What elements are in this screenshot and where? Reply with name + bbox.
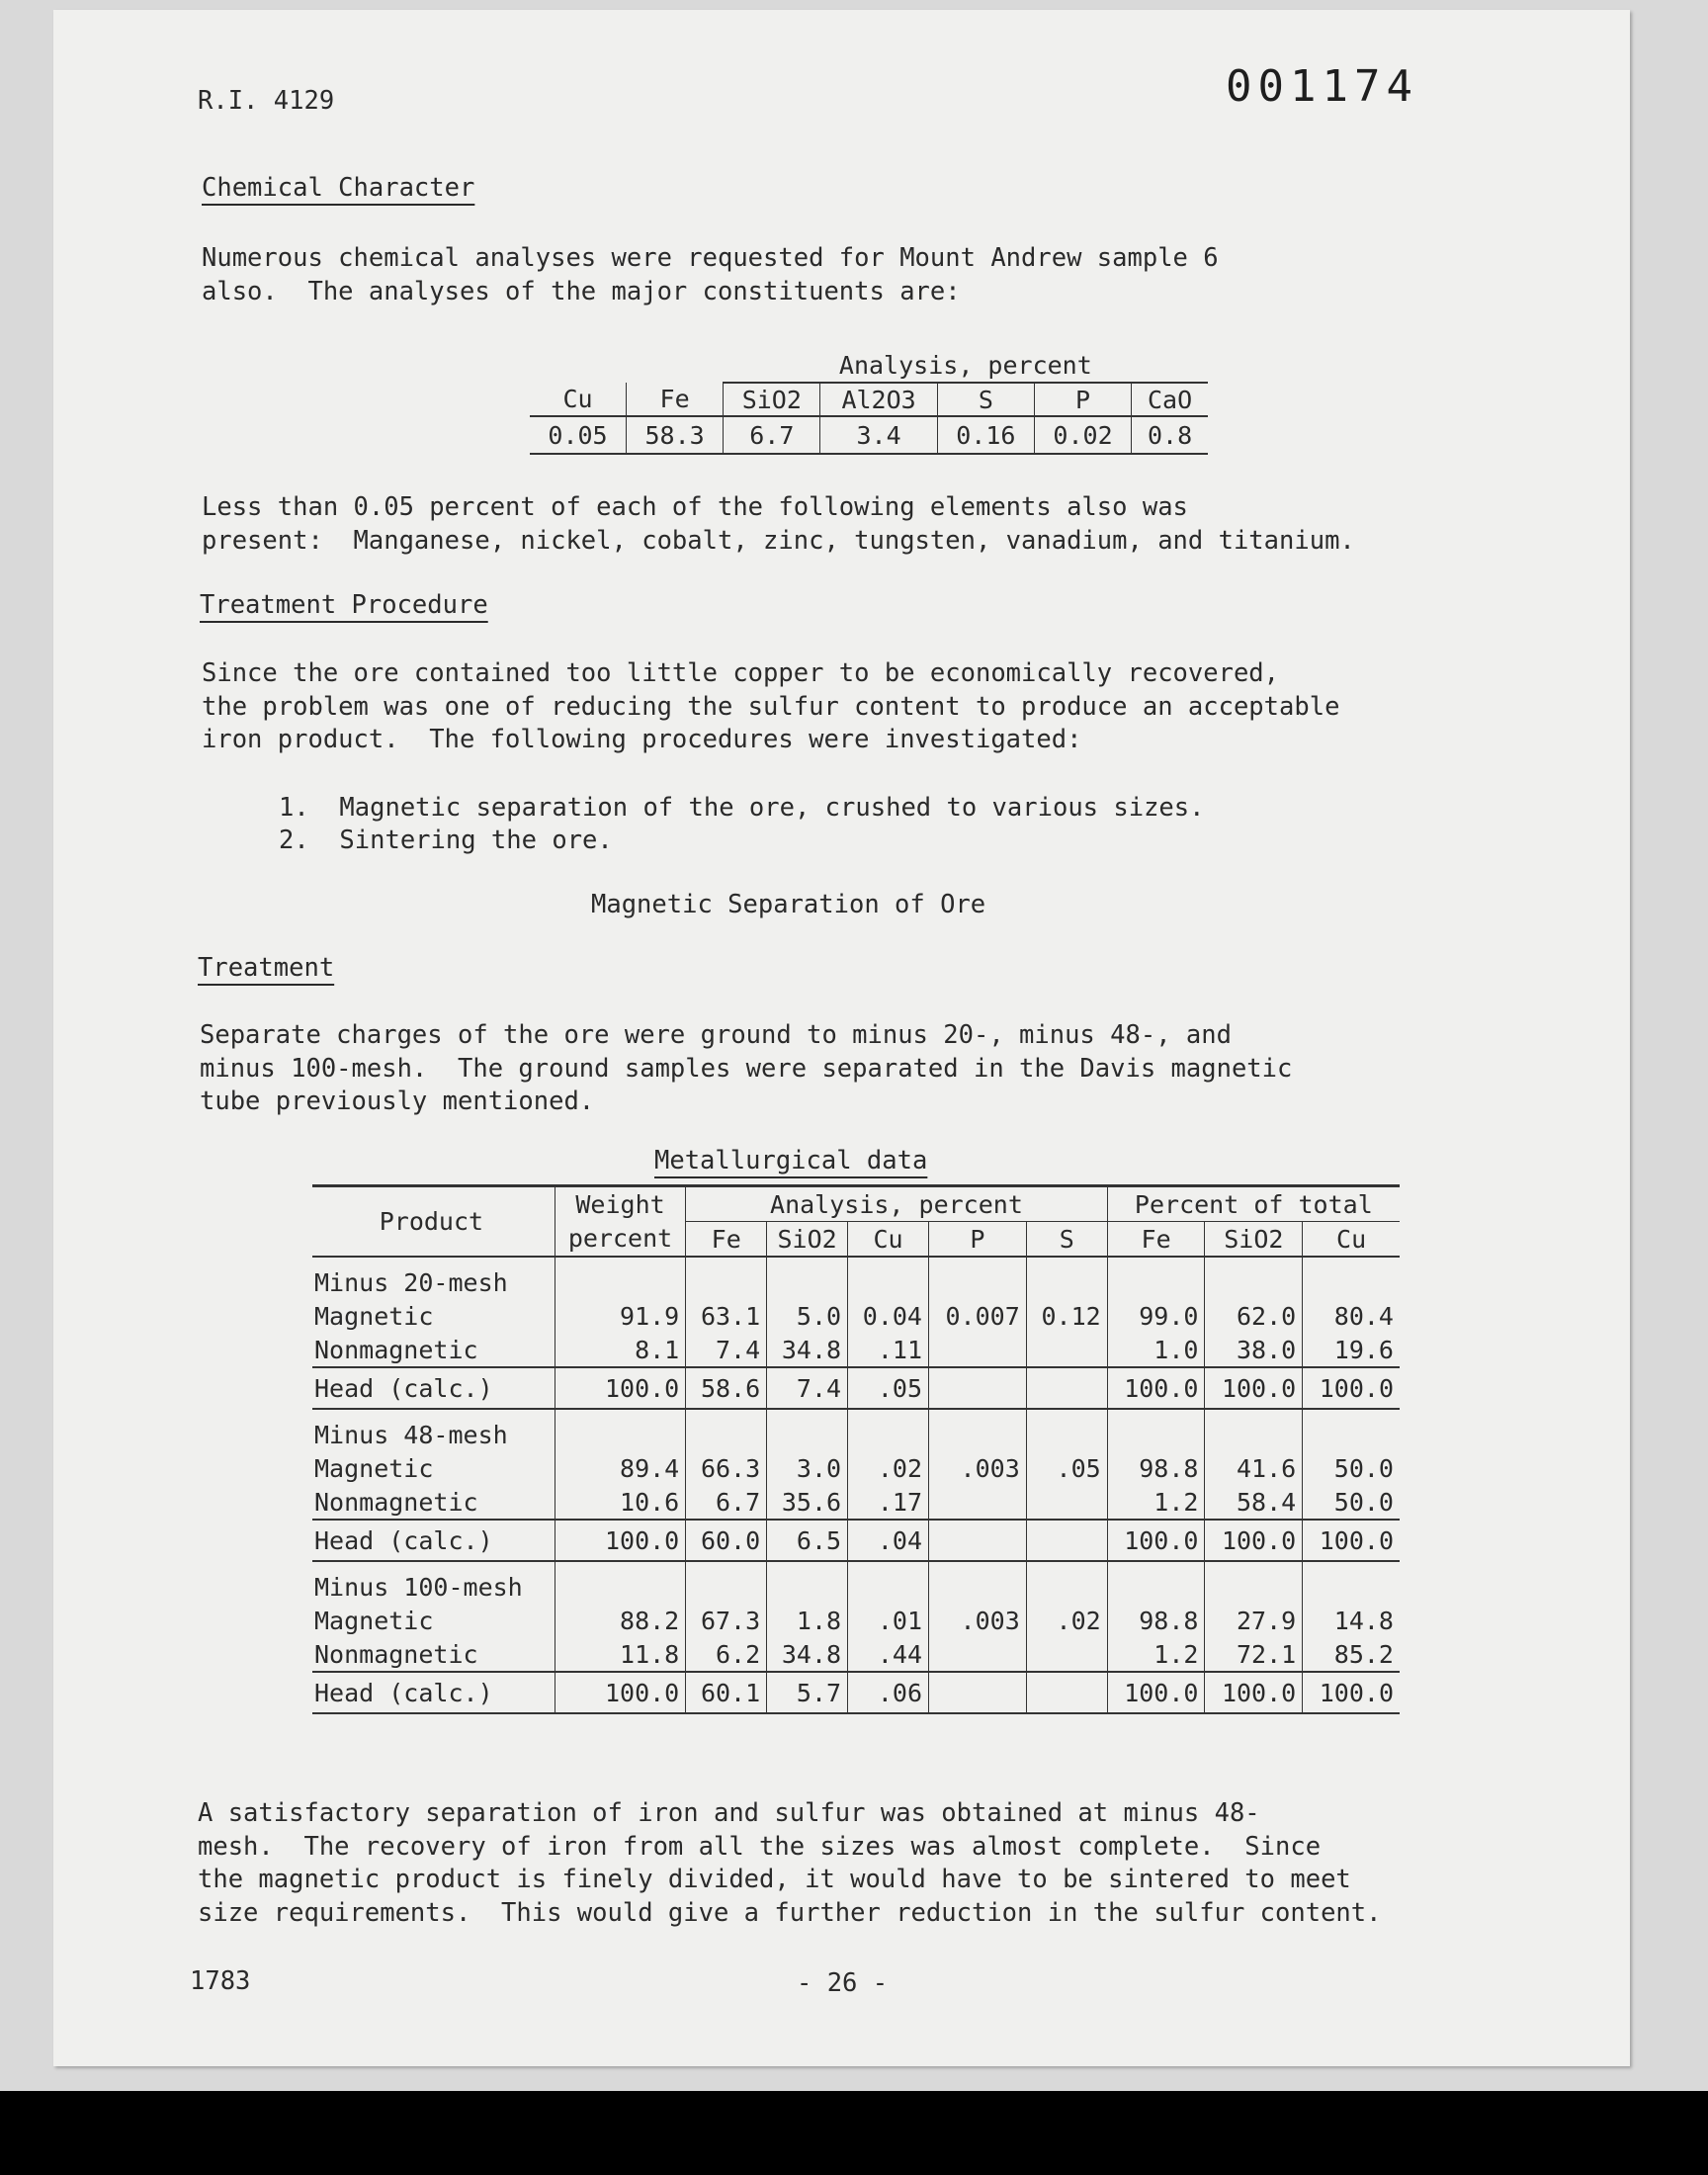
subsection-title-magnetic-separation: Magnetic Separation of Ore xyxy=(591,890,986,919)
table-cell: 100.0 xyxy=(1107,1520,1205,1561)
table-cell: .06 xyxy=(848,1672,929,1713)
table-cell: 6.2 xyxy=(686,1637,767,1672)
table-cell: 1.2 xyxy=(1107,1485,1205,1520)
table-cell: 100.0 xyxy=(1205,1672,1303,1713)
product-name: Minus 100-mesh xyxy=(314,1572,523,1602)
table-cell: .44 xyxy=(848,1637,929,1672)
product-name: Minus 20-mesh xyxy=(314,1267,508,1297)
table-cell xyxy=(555,1409,685,1451)
table-cell: 6.7 xyxy=(686,1485,767,1520)
analysis-table-caption: Analysis, percent xyxy=(724,348,1208,383)
column-header: CaO xyxy=(1132,383,1208,416)
table-cell xyxy=(929,1520,1027,1561)
table-section-row xyxy=(312,1561,1400,1604)
table-cell: 5.7 xyxy=(767,1672,848,1713)
metallurgical-table xyxy=(312,1184,1400,1714)
table-cell: 88.2 xyxy=(555,1604,685,1637)
table-cell: 98.8 xyxy=(1107,1451,1205,1485)
column-header: Cu xyxy=(848,1222,929,1258)
table-cell: 1.2 xyxy=(1107,1637,1205,1672)
analysis-value: 0.16 xyxy=(937,416,1034,454)
table-cell xyxy=(848,1561,929,1604)
table-cell: 85.2 xyxy=(1303,1637,1400,1672)
table-cell: 80.4 xyxy=(1303,1299,1400,1333)
table-cell: 100.0 xyxy=(555,1520,685,1561)
product-header: Product xyxy=(312,1186,555,1258)
table-cell: 0.12 xyxy=(1026,1299,1107,1333)
column-header: Cu xyxy=(530,383,627,416)
table-row xyxy=(312,1637,1400,1672)
table-cell xyxy=(929,1485,1027,1520)
product-name: Nonmagnetic xyxy=(314,1335,478,1364)
table-cell xyxy=(767,1561,848,1604)
table-cell xyxy=(1303,1257,1400,1299)
document-page xyxy=(53,10,1630,2066)
product-name: Minus 48-mesh xyxy=(314,1420,508,1449)
table-cell: 7.4 xyxy=(686,1333,767,1367)
table-head-row xyxy=(312,1367,1400,1409)
table-cell: 50.0 xyxy=(1303,1485,1400,1520)
product-name: Magnetic xyxy=(314,1301,434,1331)
magnetic-intro-paragraph: Separate charges of the ore were ground to minus 20-, minus 48-, and minus 100-mesh. The ground samples were separated in the Davis magnetic tube previously mentioned. xyxy=(200,1020,1293,1116)
product-name: Magnetic xyxy=(314,1453,434,1483)
analysis-table xyxy=(530,348,1208,455)
table-cell xyxy=(1303,1409,1400,1451)
table-cell: 10.6 xyxy=(555,1485,685,1520)
table-cell xyxy=(929,1672,1027,1713)
table-cell xyxy=(1205,1409,1303,1451)
table-cell: 89.4 xyxy=(555,1451,685,1485)
scanner-edge xyxy=(0,2091,1708,2175)
analysis-value: 58.3 xyxy=(627,416,724,454)
footer-code: 1783 xyxy=(190,1966,251,1996)
table-cell xyxy=(929,1561,1027,1604)
product-name: Nonmagnetic xyxy=(314,1487,478,1517)
table-cell: 67.3 xyxy=(686,1604,767,1637)
table-cell xyxy=(1026,1561,1107,1604)
table-cell: 50.0 xyxy=(1303,1451,1400,1485)
table-header-row xyxy=(312,1186,1400,1222)
table-cell: 41.6 xyxy=(1205,1451,1303,1485)
procedure-item: 2. Sintering the ore. xyxy=(279,826,613,855)
table-cell: 34.8 xyxy=(767,1637,848,1672)
procedure-item: 1. Magnetic separation of the ore, crushed to various sizes. xyxy=(279,793,1205,823)
table-cell: 1.0 xyxy=(1107,1333,1205,1367)
table-cell xyxy=(929,1637,1027,1672)
metallurgical-table-caption: Metallurgical data xyxy=(654,1146,928,1175)
table-cell: 5.0 xyxy=(767,1299,848,1333)
chemical-intro-paragraph: Numerous chemical analyses were requested for Mount Andrew sample 6 also. The analyses of the major constituents are: xyxy=(202,243,1219,306)
table-cell: 100.0 xyxy=(1205,1520,1303,1561)
table-cell: 38.0 xyxy=(1205,1333,1303,1367)
product-name: Magnetic xyxy=(314,1606,434,1635)
table-cell xyxy=(1026,1257,1107,1299)
table-head-row xyxy=(312,1520,1400,1561)
table-cell: .02 xyxy=(1026,1604,1107,1637)
table-row xyxy=(312,1299,1400,1333)
table-cell: 27.9 xyxy=(1205,1604,1303,1637)
table-cell xyxy=(686,1561,767,1604)
table-cell xyxy=(1026,1520,1107,1561)
weight-header-unit: percent xyxy=(555,1222,685,1258)
treatment-procedure-paragraph: Since the ore contained too little copper to be economically recovered, the problem was one of reducing the sulfur content to produce an acceptable iron product. The following procedures were investigated: xyxy=(202,658,1340,754)
table-cell: 1.8 xyxy=(767,1604,848,1637)
column-header: P xyxy=(1034,383,1131,416)
table-cell: 98.8 xyxy=(1107,1604,1205,1637)
table-cell: 100.0 xyxy=(1107,1367,1205,1409)
analysis-value: 0.02 xyxy=(1034,416,1131,454)
table-cell: 100.0 xyxy=(1205,1367,1303,1409)
product-name: Head (calc.) xyxy=(312,1520,555,1561)
table-cell: .02 xyxy=(848,1451,929,1485)
analysis-header: Analysis, percent xyxy=(686,1186,1107,1222)
table-cell xyxy=(1026,1409,1107,1451)
table-section-row xyxy=(312,1257,1400,1299)
table-cell xyxy=(686,1257,767,1299)
table-cell: 60.1 xyxy=(686,1672,767,1713)
table-cell: 66.3 xyxy=(686,1451,767,1485)
product-name: Head (calc.) xyxy=(312,1672,555,1713)
table-head-row xyxy=(312,1672,1400,1713)
column-header: S xyxy=(1026,1222,1107,1258)
table-cell: 60.0 xyxy=(686,1520,767,1561)
table-row xyxy=(312,1604,1400,1637)
analysis-value: 0.8 xyxy=(1132,416,1208,454)
table-cell xyxy=(555,1561,685,1604)
table-cell xyxy=(1026,1485,1107,1520)
table-cell: 100.0 xyxy=(555,1672,685,1713)
table-cell: 100.0 xyxy=(1303,1367,1400,1409)
analysis-header-row xyxy=(530,383,1208,416)
table-row xyxy=(312,1485,1400,1520)
table-cell: 58.4 xyxy=(1205,1485,1303,1520)
column-header: SiO2 xyxy=(767,1222,848,1258)
table-cell: .05 xyxy=(848,1367,929,1409)
table-cell xyxy=(1205,1561,1303,1604)
table-cell: 99.0 xyxy=(1107,1299,1205,1333)
analysis-value: 6.7 xyxy=(724,416,820,454)
table-cell: 100.0 xyxy=(1303,1520,1400,1561)
report-id: R.I. 4129 xyxy=(198,86,335,116)
table-cell xyxy=(1107,1561,1205,1604)
column-header: Al2O3 xyxy=(820,383,937,416)
page-stamp-number: 001174 xyxy=(1226,61,1418,112)
table-cell xyxy=(929,1333,1027,1367)
table-cell xyxy=(929,1409,1027,1451)
column-header: Fe xyxy=(1107,1222,1205,1258)
table-cell xyxy=(929,1257,1027,1299)
weight-header: Weight xyxy=(555,1186,685,1222)
product-name: Nonmagnetic xyxy=(314,1639,478,1669)
table-row xyxy=(312,1451,1400,1485)
table-row xyxy=(312,1333,1400,1367)
table-cell: 0.007 xyxy=(929,1299,1027,1333)
analysis-value: 3.4 xyxy=(820,416,937,454)
table-cell: 35.6 xyxy=(767,1485,848,1520)
table-cell: 19.6 xyxy=(1303,1333,1400,1367)
table-cell: 34.8 xyxy=(767,1333,848,1367)
table-cell: .04 xyxy=(848,1520,929,1561)
page-number: - 26 - xyxy=(797,1968,889,1998)
table-section-row xyxy=(312,1409,1400,1451)
table-cell: .05 xyxy=(1026,1451,1107,1485)
table-cell xyxy=(1026,1333,1107,1367)
table-cell xyxy=(1026,1367,1107,1409)
column-header: SiO2 xyxy=(1205,1222,1303,1258)
table-cell xyxy=(1026,1637,1107,1672)
table-cell xyxy=(1107,1409,1205,1451)
table-cell: 7.4 xyxy=(767,1367,848,1409)
table-cell: 58.6 xyxy=(686,1367,767,1409)
table-cell: 11.8 xyxy=(555,1637,685,1672)
table-cell xyxy=(1026,1672,1107,1713)
table-cell: .003 xyxy=(929,1451,1027,1485)
table-cell: 72.1 xyxy=(1205,1637,1303,1672)
table-cell xyxy=(767,1409,848,1451)
column-header: SiO2 xyxy=(724,383,820,416)
column-header: S xyxy=(937,383,1034,416)
table-cell: 63.1 xyxy=(686,1299,767,1333)
table-cell xyxy=(1303,1561,1400,1604)
table-cell: .11 xyxy=(848,1333,929,1367)
analysis-value: 0.05 xyxy=(530,416,627,454)
table-cell xyxy=(767,1257,848,1299)
table-cell xyxy=(555,1257,685,1299)
column-header: Fe xyxy=(686,1222,767,1258)
table-cell: 8.1 xyxy=(555,1333,685,1367)
table-cell xyxy=(929,1367,1027,1409)
product-name: Head (calc.) xyxy=(312,1367,555,1409)
section-heading-treatment-procedure: Treatment Procedure xyxy=(200,590,488,620)
minor-elements-paragraph: Less than 0.05 percent of each of the following elements also was present: Manganese, nickel, cobalt, zinc, tungsten, vanadium, and titanium. xyxy=(202,492,1355,556)
column-header: P xyxy=(929,1222,1027,1258)
table-cell xyxy=(1205,1257,1303,1299)
table-cell xyxy=(848,1409,929,1451)
column-header: Fe xyxy=(627,383,724,416)
table-cell xyxy=(1107,1257,1205,1299)
table-cell xyxy=(686,1409,767,1451)
section-heading-treatment: Treatment xyxy=(198,953,335,983)
table-cell: 0.04 xyxy=(848,1299,929,1333)
table-cell: 100.0 xyxy=(1107,1672,1205,1713)
table-cell: .17 xyxy=(848,1485,929,1520)
column-header: Cu xyxy=(1303,1222,1400,1258)
table-cell xyxy=(848,1257,929,1299)
table-cell: 91.9 xyxy=(555,1299,685,1333)
table-cell: .01 xyxy=(848,1604,929,1637)
table-cell: 100.0 xyxy=(555,1367,685,1409)
analysis-value-row xyxy=(530,416,1208,454)
table-cell: .003 xyxy=(929,1604,1027,1637)
section-heading-chemical: Chemical Character xyxy=(202,173,475,203)
table-cell: 14.8 xyxy=(1303,1604,1400,1637)
percent-total-header: Percent of total xyxy=(1107,1186,1400,1222)
conclusion-paragraph: A satisfactory separation of iron and sulfur was obtained at minus 48- mesh. The recovery of iron from all the sizes was almost complete. Since the magnetic product is finely divided, it would have to be sintered to meet size requirements. This would give a further reduction in the sulfur content. xyxy=(198,1798,1382,1928)
table-cell: 62.0 xyxy=(1205,1299,1303,1333)
table-cell: 3.0 xyxy=(767,1451,848,1485)
table-cell: 100.0 xyxy=(1303,1672,1400,1713)
table-cell: 6.5 xyxy=(767,1520,848,1561)
